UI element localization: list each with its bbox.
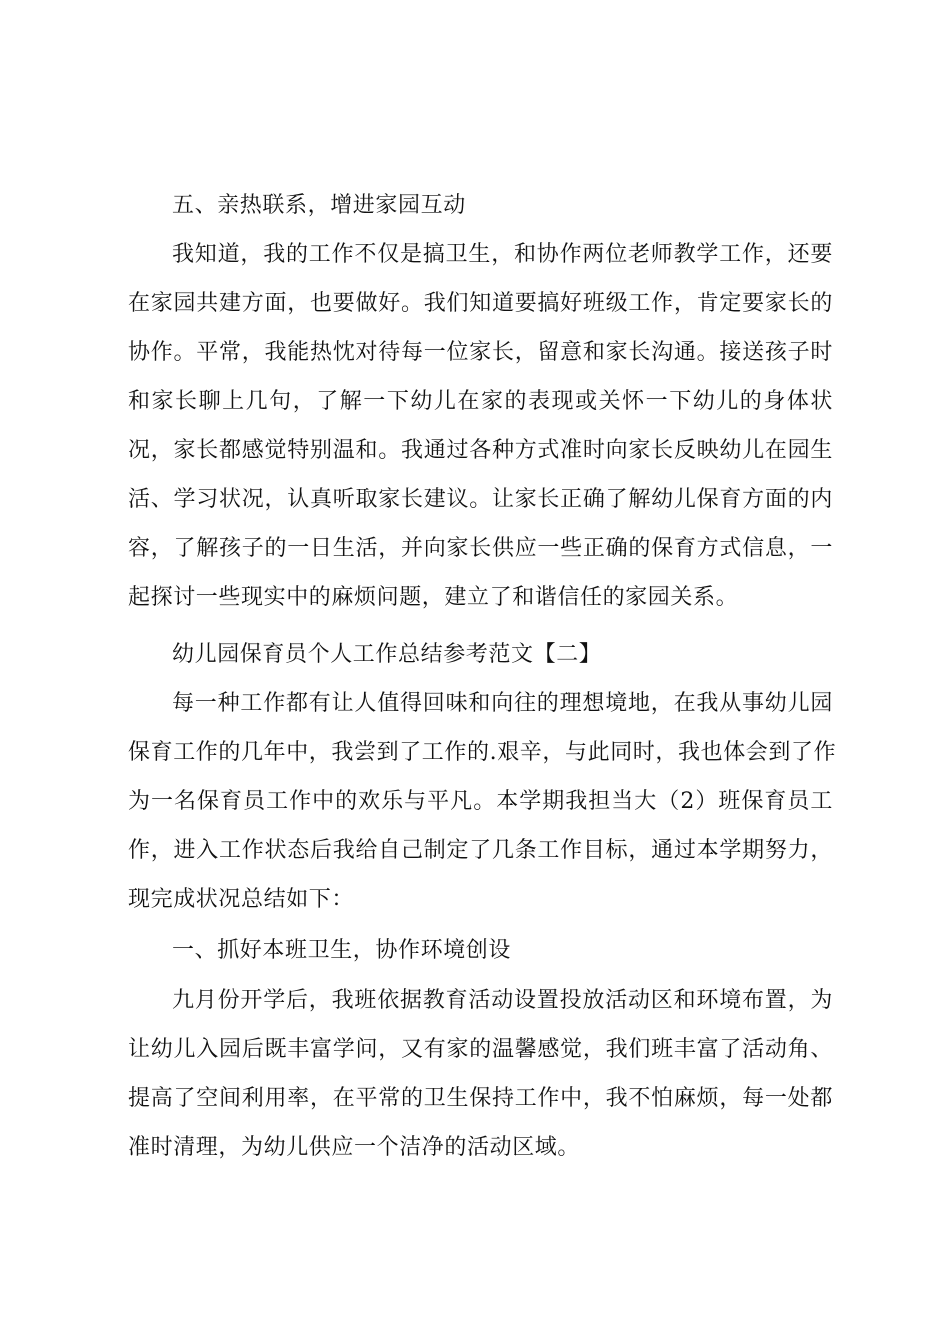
paragraph-line: 况，家长都感觉特别温和。我通过各种方式准时向家长反映幼儿在园生: [128, 438, 833, 463]
paragraph-line: 九月份开学后，我班依据教育活动设置投放活动区和环境布置，为: [172, 988, 833, 1013]
article-title: 幼儿园保育员个人工作总结参考范文【二】: [172, 642, 602, 667]
paragraph-line: 让幼儿入园后既丰富学问，又有家的温馨感觉，我们班丰富了活动角、: [128, 1037, 833, 1062]
paragraph-line: 起探讨一些现实中的麻烦问题，建立了和谐信任的家园关系。: [128, 585, 739, 610]
section-heading-1: 一、抓好本班卫生，协作环境创设: [172, 938, 512, 963]
paragraph-line: 作，进入工作状态后我给自己制定了几条工作目标，通过本学期努力，: [128, 838, 833, 863]
paragraph-line: 活、学习状况，认真听取家长建议。让家长正确了解幼儿保育方面的内: [128, 487, 833, 512]
paragraph-line: 现完成状况总结如下：: [128, 887, 355, 912]
paragraph-line: 提高了空间利用率，在平常的卫生保持工作中，我不怕麻烦，每一处都: [128, 1086, 833, 1111]
paragraph-line: 容，了解孩子的一日生活，并向家长供应一些正确的保育方式信息，一: [128, 536, 833, 561]
paragraph-line: 保育工作的几年中，我尝到了工作的.艰辛，与此同时，我也体会到了作: [128, 740, 837, 765]
paragraph-line: 在家园共建方面，也要做好。我们知道要搞好班级工作，肯定要家长的: [128, 291, 833, 316]
section-heading-5: 五、亲热联系，增进家园互动: [172, 193, 466, 218]
paragraph-line: 准时清理，为幼儿供应一个洁净的活动区域。: [128, 1135, 581, 1160]
paragraph-line: 每一种工作都有让人值得回味和向往的理想境地，在我从事幼儿园: [172, 691, 833, 716]
paragraph-line: 和家长聊上几句，了解一下幼儿在家的表现或关怀一下幼儿的身体状: [128, 389, 833, 414]
paragraph-line: 我知道，我的工作不仅是搞卫生，和协作两位老师教学工作，还要: [172, 242, 833, 267]
paragraph-line: 为一名保育员工作中的欢乐与平凡。本学期我担当大（2）班保育员工: [128, 789, 833, 814]
paragraph-line: 协作。平常，我能热忱对待每一位家长，留意和家长沟通。接送孩子时: [128, 340, 833, 365]
